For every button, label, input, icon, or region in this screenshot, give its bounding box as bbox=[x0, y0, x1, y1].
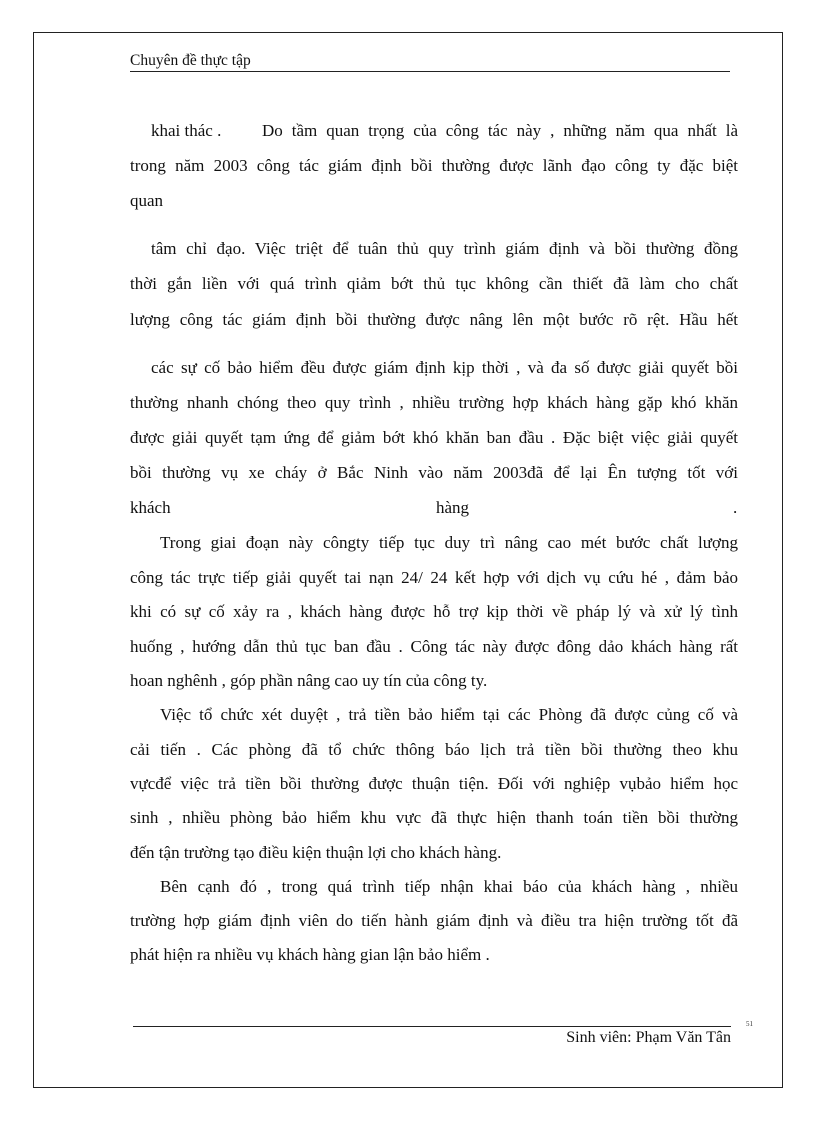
p2-line-1: tâm chỉ đạo. Việc triệt để tuân thủ quy trình giám định và bồi thường đồng bbox=[151, 239, 738, 258]
p3-line-3: được giải quyết tạm ứng để giảm bớt khó khăn ban đầu . Đặc biệt việc giải quyết bbox=[130, 428, 738, 447]
p6-line-1: Bên cạnh đó , trong quá trình tiếp nhận khai báo của khách hàng , nhiều bbox=[160, 877, 738, 896]
p1-line-1a: khai thác . bbox=[151, 121, 222, 140]
p4-line-2: công tác trực tiếp giải quyết tai nạn 24/ 24 kết hợp với dịch vụ cứu hé , đảm bảo bbox=[130, 568, 738, 587]
p5-line-3: vựcđể việc trả tiền bồi thường được thuận tiện. Đối với nghiệp vụbảo hiểm học bbox=[130, 774, 738, 793]
p3-line-5c: . bbox=[733, 498, 738, 517]
p6-line-2: trường hợp giám định viên do tiến hành giám định và điều tra hiện trường tốt đã bbox=[130, 911, 738, 930]
p4-line-4: huống , hướng dẫn thủ tục ban đầu . Công tác này được đông dảo khách hàng rất bbox=[130, 637, 738, 656]
p3-line-2: thường nhanh chóng theo quy trình , nhiều trường hợp khách hàng gặp khó khăn bbox=[130, 393, 738, 412]
p5-line-1: Việc tổ chức xét duyệt , trả tiền bảo hiểm tại các Phòng đã được củng cố và bbox=[160, 705, 738, 724]
running-header-title: Chuyên đề thực tập bbox=[130, 52, 251, 69]
p2-line-3: lượng công tác giám định bồi thường được nâng lên một bước rõ rệt. Hầu hết bbox=[130, 310, 738, 329]
page-number: 51 bbox=[746, 1020, 753, 1028]
footer-rule bbox=[133, 1026, 731, 1027]
p4-line-3: khi có sự cố xảy ra , khách hàng được hỗ trợ kịp thời về pháp lý và xử lý tình bbox=[130, 602, 738, 621]
p3-line-4: bồi thường vụ xe cháy ở Bắc Ninh vào năm 2003đã để lại Ên tượng tốt với bbox=[130, 463, 738, 482]
p4-line-1: Trong giai đoạn này côngty tiếp tục duy trì nâng cao mét bước chất lượng bbox=[160, 533, 738, 552]
p5-line-4: sinh , nhiều phòng bảo hiểm khu vực đã thực hiện thanh toán tiền bồi thường bbox=[130, 808, 738, 827]
p5-line-2: cải tiến . Các phòng đã tổ chức thông báo lịch trả tiền bồi thường theo khu bbox=[130, 740, 738, 759]
p3-line-1: các sự cố bảo hiểm đều được giám định kịp thời , và đa số được giải quyết bồi bbox=[151, 358, 738, 377]
p1-line-3: quan bbox=[130, 191, 164, 210]
p4-line-5: hoan nghênh , góp phần nâng cao uy tín của công ty. bbox=[130, 671, 488, 690]
p3-line-5b: hàng bbox=[436, 498, 470, 517]
p6-line-3: phát hiện ra nhiều vụ khách hàng gian lận bảo hiểm . bbox=[130, 945, 490, 964]
p1-line-1b: Do tầm quan trọng của công tác này , những năm qua nhất là bbox=[262, 121, 738, 140]
p1-line-2: trong năm 2003 công tác giám định bồi thường được lãnh đạo công ty đặc biệt bbox=[130, 156, 738, 175]
header-rule bbox=[130, 71, 730, 72]
p5-line-5: đến tận trường tạo điều kiện thuận lợi cho khách hàng. bbox=[130, 843, 502, 862]
p2-line-2: thời gắn liền với quá trình qiảm bớt thủ tục không cần thiết đã làm cho chất bbox=[130, 274, 738, 293]
p3-line-5a: khách bbox=[130, 498, 171, 517]
footer-author: Sinh viên: Phạm Văn Tân bbox=[566, 1029, 731, 1046]
